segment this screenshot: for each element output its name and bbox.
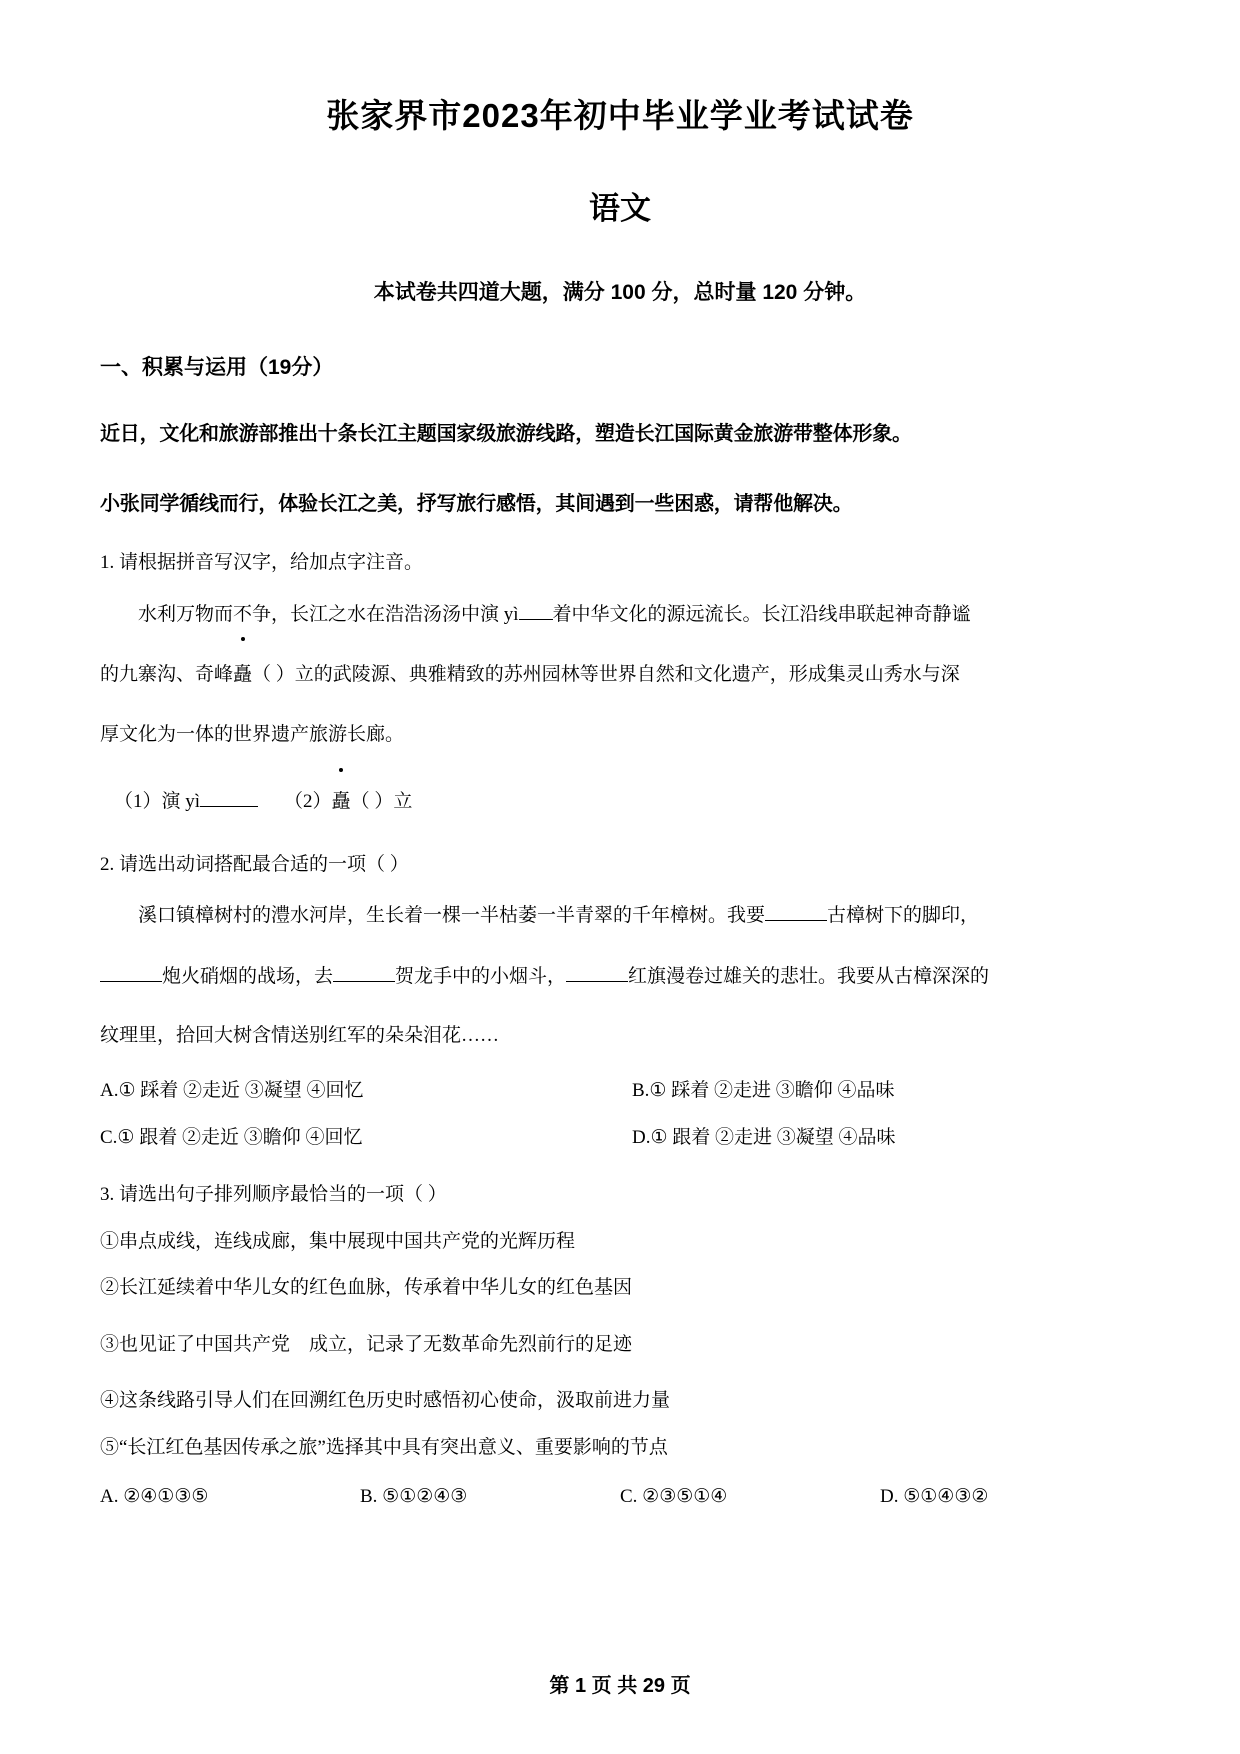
question-3-sentence-1: ①串点成线，连线成廊，集中展现中国共产党的光辉历程 bbox=[100, 1230, 576, 1252]
q1-answer-1-label: （1）演 yì bbox=[114, 790, 201, 812]
q1-passage-part-b: 着中华文化的源远流长。长江沿线串联起神奇静谧 bbox=[552, 603, 971, 625]
option-c[interactable]: C.① 跟着 ②走近 ③瞻仰 ④回忆 bbox=[100, 1126, 363, 1148]
q1-answer-2-pre: （2） bbox=[284, 790, 332, 812]
subject-title: 语文 bbox=[589, 190, 651, 226]
question-1-passage-cont bbox=[100, 638, 1140, 699]
q3-option-d[interactable]: D. ⑤①④③② bbox=[880, 1486, 989, 1508]
q3-option-a[interactable]: A. ②④①③⑤ bbox=[100, 1486, 209, 1508]
q1-inline-blank[interactable] bbox=[519, 619, 553, 620]
question-3-options-row bbox=[100, 1462, 1140, 1511]
q1-passage-part-c-post: （ ）立的武陵源、典雅精致的苏州园林等世界自然和文化遗产，形成集灵山秀水与深 bbox=[252, 664, 960, 686]
question-2-options-row-2 bbox=[100, 1105, 1140, 1152]
q2-line2-part-b: 贺龙手中的小烟斗， bbox=[395, 965, 567, 987]
question-3-sentence-5: ⑤“长江红色基因传承之旅”选择其中具有突出意义、重要影响的节点 bbox=[100, 1436, 668, 1458]
question-3-sentence-2: ②长江延续着中华儿女的红色血脉，传承着中华儿女的红色基因 bbox=[100, 1277, 633, 1299]
q1-passage-part-c-pre: 的九寨沟、奇峰 bbox=[100, 664, 234, 686]
q2-blank-3[interactable] bbox=[333, 981, 395, 982]
option-d[interactable]: D.① 跟着 ②走进 ③凝望 ④品味 bbox=[632, 1126, 896, 1148]
question-2-passage-line-2 bbox=[100, 940, 1140, 1001]
question-1-answer-line bbox=[100, 757, 1140, 821]
q1-answer-1-blank[interactable] bbox=[200, 806, 258, 807]
question-2-stem: 2. 请选出动词搭配最合适的一项（ ） bbox=[100, 853, 409, 875]
question-3-sentence-3: ③也见证了中国共产党 成立，记录了无数革命先烈前行的足迹 bbox=[100, 1333, 633, 1355]
lead-paragraph-1: 近日，文化和旅游部推出十条长江主题国家级旅游线路，塑造长江国际黄金旅游带整体形象。 bbox=[100, 423, 912, 446]
option-a[interactable]: A.① 踩着 ②走近 ③凝望 ④回忆 bbox=[100, 1079, 364, 1101]
q2-line1-part-a: 溪口镇樟树村的澧水河岸，生长着一棵一半枯萎一半青翠的千年樟树。我要 bbox=[138, 905, 766, 927]
question-2-passage-line-3: 纹理里，拾回大树含情送别红军的朵朵泪花…… bbox=[100, 1025, 500, 1047]
question-2-options-row-1 bbox=[100, 1058, 1140, 1105]
question-3-stem: 3. 请选出句子排列顺序最恰当的一项（ ） bbox=[100, 1184, 447, 1206]
option-b[interactable]: B.① 踩着 ②走进 ③瞻仰 ④品味 bbox=[632, 1079, 895, 1101]
question-1-passage bbox=[100, 578, 1140, 639]
page-title: 张家界市2023年初中毕业学业考试试卷 bbox=[326, 97, 914, 134]
q2-line2-part-c: 红旗漫卷过雄关的悲壮。我要从古樟深深的 bbox=[628, 965, 990, 987]
page-footer: 第 1 页 共 29 页 bbox=[549, 1675, 691, 1697]
q3-option-c[interactable]: C. ②③⑤①④ bbox=[620, 1486, 728, 1508]
q2-blank-1[interactable] bbox=[765, 920, 827, 921]
q1-dotted-char: 矗 bbox=[233, 652, 252, 699]
q2-blank-2[interactable] bbox=[100, 981, 162, 982]
question-1-passage-end: 厚文化为一体的世界遗产旅游长廊。 bbox=[100, 723, 405, 745]
exam-note: 本试卷共四道大题，满分 100 分，总时量 120 分钟。 bbox=[373, 280, 867, 304]
q2-blank-4[interactable] bbox=[566, 981, 628, 982]
section-heading: 一、积累与运用（19分） bbox=[100, 356, 334, 380]
q2-line2-part-a: 炮火硝烟的战场，去 bbox=[162, 965, 334, 987]
q2-line1-part-b: 古樟树下的脚印， bbox=[827, 905, 980, 927]
lead-paragraph-2: 小张同学循线而行，体验长江之美，抒写旅行感悟，其间遇到一些困惑，请帮他解决。 bbox=[100, 493, 853, 516]
question-1-stem: 1. 请根据拼音写汉字，给加点字注音。 bbox=[100, 552, 424, 574]
q1-answer-2-post: （ ）立 bbox=[350, 790, 413, 812]
q1-answer-dotted-char: 矗 bbox=[332, 783, 351, 821]
q1-passage-part-a: 水利万物而不争，长江之水在浩浩汤汤中演 yì bbox=[138, 603, 519, 625]
q3-option-b[interactable]: B. ⑤①②④③ bbox=[360, 1486, 468, 1508]
question-3-sentence-4: ④这条线路引导人们在回溯红色历史时感悟初心使命，汲取前进力量 bbox=[100, 1390, 671, 1412]
question-2-passage-line-1 bbox=[100, 879, 1140, 940]
